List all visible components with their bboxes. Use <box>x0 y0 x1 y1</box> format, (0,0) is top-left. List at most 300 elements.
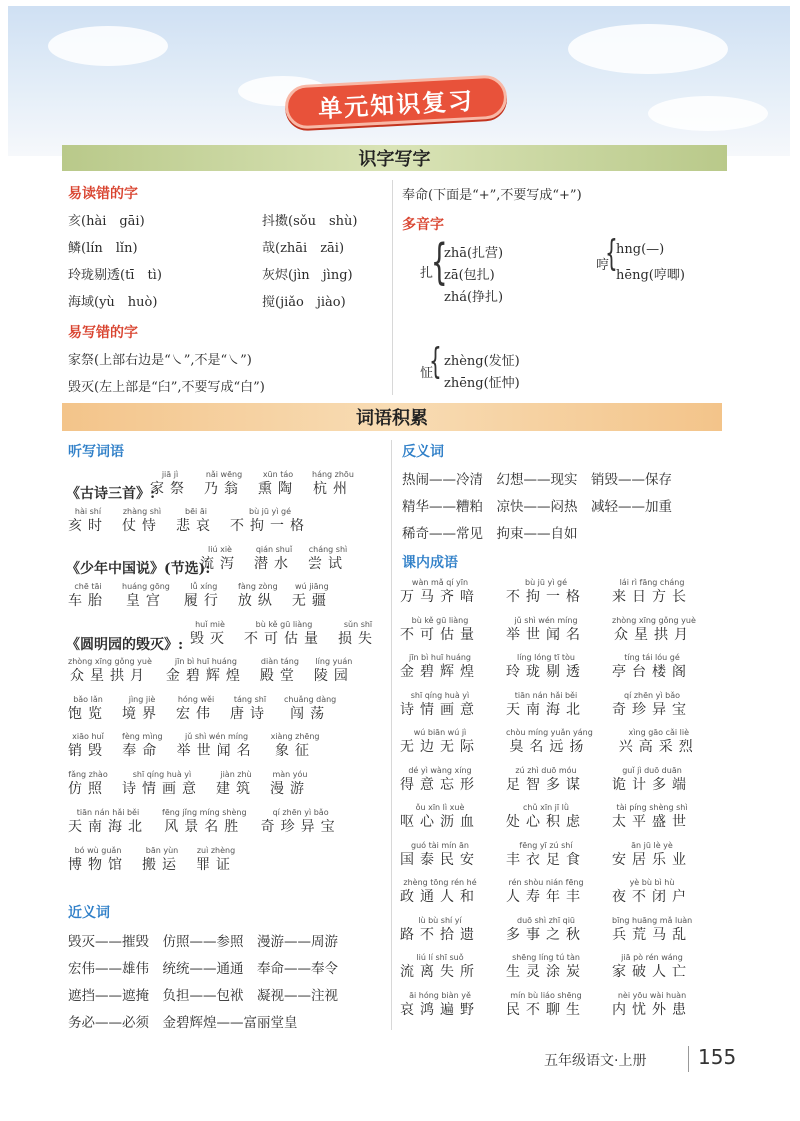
word-item <box>612 766 692 794</box>
hanzi: 罪证 <box>196 857 236 873</box>
easy-read-item: 亥(hài gāi) <box>68 214 145 229</box>
polyphone-reading: hng(—) <box>616 242 665 257</box>
hanzi: 天南海北 <box>506 701 586 718</box>
word-item <box>314 657 354 685</box>
word-item <box>506 766 586 794</box>
word-row <box>68 507 310 535</box>
pinyin: nǎi wēng <box>205 470 243 479</box>
word-item <box>612 578 692 606</box>
polyphone-reading: hēng(哼唧) <box>616 268 685 283</box>
word-item <box>142 846 182 874</box>
word-item <box>261 808 341 836</box>
word-item <box>166 657 246 685</box>
hanzi: 举世闻名 <box>176 743 257 759</box>
word-item <box>292 582 332 610</box>
pinyin: bēi āi <box>185 507 207 516</box>
word-item <box>506 878 586 906</box>
word-item <box>506 916 586 944</box>
hanzi: 皇宫 <box>125 593 166 609</box>
pinyin: chǔ xīn jī lǜ <box>523 803 569 812</box>
hanzi: 亭台楼阁 <box>612 664 692 680</box>
word-row <box>400 803 692 831</box>
pinyin: sǔn shī <box>343 620 373 629</box>
word-item <box>612 878 692 906</box>
word-item <box>238 582 278 610</box>
pinyin: yè bù bì hù <box>629 878 675 887</box>
hanzi: 殿堂 <box>259 668 300 684</box>
pinyin: zhòng xīng gǒng yuè <box>612 615 696 625</box>
pinyin: bó wù guǎn <box>74 846 122 855</box>
word-item <box>338 620 378 648</box>
hanzi: 流离失所 <box>400 964 480 980</box>
pinyin: jǔ shì wén míng <box>514 615 578 625</box>
word-item <box>506 616 586 644</box>
right-note: 奉命(下面是“+”,不要写成“+”) <box>402 188 582 203</box>
word-item <box>400 841 480 869</box>
hanzi: 多事之秋 <box>506 926 586 943</box>
word-item <box>612 653 692 681</box>
hanzi: 万马齐喑 <box>400 589 480 605</box>
hanzi: 丰衣足食 <box>506 851 586 868</box>
brace: { <box>429 341 442 382</box>
pinyin: wú jiāng <box>295 582 329 591</box>
hanzi: 乃翁 <box>204 481 244 497</box>
pinyin: xiāo huǐ <box>72 732 104 741</box>
section-title-literacy: 识字写字 <box>62 145 727 171</box>
word-row <box>400 878 692 906</box>
hanzi: 政通人和 <box>400 889 480 905</box>
hanzi: 家破人亡 <box>612 964 692 980</box>
pinyin: fēng jǐng míng shèng <box>162 808 247 817</box>
word-item <box>162 808 247 836</box>
hanzi: 销毁 <box>68 743 108 759</box>
word-row <box>400 691 692 719</box>
pinyin: liú xiè <box>208 545 232 554</box>
polyphone-char: 怔 <box>420 366 434 381</box>
hanzi: 举世闻名 <box>506 626 586 643</box>
pinyin: bù jū yì gé <box>248 507 292 516</box>
pinyin: zú zhì duō móu <box>515 765 577 775</box>
hanzi: 不拘一格 <box>506 589 586 605</box>
pinyin: qí zhēn yì bǎo <box>272 808 329 817</box>
word-item <box>260 657 300 685</box>
word-item <box>68 507 108 535</box>
pinyin: bǎo lǎn <box>73 695 103 704</box>
word-item <box>612 841 692 869</box>
hanzi: 悲哀 <box>176 518 216 534</box>
word-row <box>400 841 692 869</box>
hanzi: 人寿年丰 <box>506 889 586 905</box>
easy-read-item: 海域(yù huò) <box>68 295 158 310</box>
hanzi: 诗情画意 <box>400 701 480 718</box>
hanzi: 兵荒马乱 <box>612 926 693 943</box>
word-row <box>68 582 332 610</box>
hanzi: 境界 <box>122 706 162 722</box>
hanzi: 放纵 <box>237 593 278 609</box>
hanzi: 不可估量 <box>244 631 324 647</box>
hanzi: 处心积虑 <box>506 814 586 830</box>
hanzi: 安居乐业 <box>612 851 692 868</box>
hanzi: 搬运 <box>142 857 182 873</box>
pinyin: táng shī <box>233 695 267 704</box>
word-item <box>400 578 480 606</box>
hanzi: 夜不闭户 <box>612 889 692 905</box>
word-item <box>177 732 257 760</box>
hanzi: 国泰民安 <box>400 851 480 868</box>
pinyin: ǒu xīn lì xuè <box>415 803 465 812</box>
easy-read-item: 鳞(lín lǐn) <box>68 241 138 256</box>
polyphone-reading: zā(包扎) <box>444 268 495 283</box>
polyphone-reading: zhá(挣扎) <box>444 290 504 305</box>
hanzi: 尝试 <box>308 556 348 572</box>
hanzi: 奇珍异宝 <box>260 819 341 835</box>
pinyin: mín bù liáo shēng <box>510 990 582 1000</box>
word-item <box>68 582 108 610</box>
hanzi: 风景名胜 <box>164 819 245 835</box>
lesson-label: 《圆明园的毁灭》: <box>66 637 184 653</box>
word-item <box>122 732 163 760</box>
word-item <box>284 695 336 723</box>
hanzi: 漫游 <box>270 781 310 797</box>
easy-read-item: 玲珑剔透(tī tì) <box>68 268 162 283</box>
column-divider <box>391 440 392 1030</box>
hanzi: 饱览 <box>68 706 108 722</box>
hanzi: 熏陶 <box>258 481 298 497</box>
pinyin: dé yì wàng xíng <box>408 765 472 775</box>
pinyin: jiàn zhù <box>220 770 252 779</box>
hanzi: 众星拱月 <box>69 668 150 684</box>
word-item <box>400 766 480 794</box>
pinyin: duō shì zhī qiū <box>517 915 575 925</box>
pinyin: shī qíng huà yì <box>410 690 470 700</box>
word-row <box>400 728 699 756</box>
footer-divider <box>688 1046 689 1072</box>
pinyin: tiān nán hǎi běi <box>514 690 578 700</box>
word-row <box>150 470 354 498</box>
synonym-row: 务必——必须 金碧辉煌——富丽堂皇 <box>68 1015 298 1031</box>
pinyin: jiā jì <box>161 470 179 479</box>
pinyin: bù kě gū liàng <box>255 620 313 629</box>
word-row <box>68 808 341 836</box>
pinyin: qí zhēn yì bǎo <box>623 690 681 700</box>
word-item <box>196 846 236 874</box>
section-title-vocabulary: 词语积累 <box>62 403 722 431</box>
pinyin: shī qíng huà yì <box>132 770 192 779</box>
hanzi: 诗情画意 <box>122 781 202 797</box>
word-row <box>400 578 692 606</box>
word-row <box>400 991 692 1019</box>
word-item <box>122 582 170 610</box>
hanzi: 家祭 <box>150 481 190 497</box>
hanzi: 流泻 <box>200 556 240 572</box>
easy-read-item: 哉(zhāi zāi) <box>262 241 345 256</box>
pinyin: qián shuǐ <box>255 545 293 554</box>
antonym-row: 稀奇——常见 拘束——自如 <box>402 526 578 542</box>
word-item <box>400 953 480 981</box>
easy-write-item: 毁灭(左上部是“臼”,不要写成“白”) <box>68 380 265 395</box>
pinyin: cháng shì <box>308 545 348 554</box>
polyphone-char: 哼 <box>596 258 610 273</box>
brace: { <box>605 233 618 274</box>
hanzi: 众星拱月 <box>613 626 694 643</box>
hanzi: 来日方长 <box>612 589 692 605</box>
pinyin: màn yóu <box>272 770 308 779</box>
pinyin: huáng gōng <box>122 582 170 591</box>
word-item <box>400 653 480 681</box>
pinyin: jīn bì huī huáng <box>174 657 237 666</box>
word-row <box>68 770 310 798</box>
easy-read-title: 易读错的字 <box>68 186 138 202</box>
word-item <box>400 991 480 1019</box>
pinyin: rén shòu nián fēng <box>508 878 584 887</box>
word-item <box>612 691 692 719</box>
word-item <box>312 470 354 498</box>
hanzi: 无疆 <box>291 593 332 609</box>
word-item <box>200 545 240 573</box>
hanzi: 陵园 <box>313 668 354 684</box>
word-row <box>400 953 692 981</box>
word-item <box>612 803 692 831</box>
pinyin: xūn táo <box>262 470 294 479</box>
polyphone-char: 扎 <box>420 266 434 281</box>
word-item <box>230 507 310 535</box>
word-item <box>612 991 692 1019</box>
word-row <box>68 695 336 723</box>
synonym-row: 宏伟——雄伟 统统——通通 奉命——奉令 <box>68 961 338 977</box>
easy-write-title: 易写错的字 <box>68 325 138 341</box>
pinyin: fèng mìng <box>122 732 163 741</box>
hanzi: 金碧辉煌 <box>400 664 480 680</box>
word-item <box>612 916 692 944</box>
word-item <box>122 507 162 535</box>
word-item <box>506 691 586 719</box>
word-item <box>612 953 692 981</box>
pinyin: bān yùn <box>145 846 179 855</box>
word-item <box>122 695 162 723</box>
synonym-row: 遮挡——遮掩 负担——包袱 凝视——注视 <box>68 988 338 1004</box>
pinyin: lù bù shí yí <box>418 915 462 925</box>
pinyin: lǚ xíng <box>190 582 218 591</box>
synonym-title: 近义词 <box>68 905 110 921</box>
word-item <box>400 691 480 719</box>
hanzi: 奇珍异宝 <box>612 701 692 718</box>
word-item <box>400 728 480 756</box>
dictation-title: 听写词语 <box>68 444 124 460</box>
word-row <box>400 653 692 681</box>
brace: { <box>430 234 448 290</box>
word-item <box>612 616 696 644</box>
hanzi: 象征 <box>275 743 316 759</box>
page-number: 155 <box>698 1045 737 1069</box>
word-item <box>244 620 324 648</box>
word-item <box>204 470 244 498</box>
pinyin: líng yuán <box>315 657 353 666</box>
word-row <box>190 620 378 648</box>
polyphone-reading: zhēng(怔忡) <box>444 376 520 391</box>
pinyin: fǎng zhào <box>68 770 108 779</box>
hanzi: 博物馆 <box>68 857 128 873</box>
hanzi: 毁灭 <box>190 631 230 647</box>
hanzi: 仗恃 <box>122 518 162 534</box>
pinyin: wàn mǎ qí yīn <box>411 578 469 587</box>
lesson-label: 《古诗三首》: <box>66 486 156 502</box>
word-item <box>254 545 294 573</box>
hanzi: 损失 <box>338 631 378 647</box>
polyphone-reading: zhā(扎营) <box>444 246 504 261</box>
hanzi: 无边无际 <box>400 739 480 755</box>
hanzi: 宏伟 <box>176 706 216 722</box>
hanzi: 太平盛世 <box>612 814 692 830</box>
word-item <box>176 507 216 535</box>
pinyin: huǐ miè <box>195 620 225 629</box>
word-item <box>68 808 148 836</box>
word-row <box>400 616 696 644</box>
easy-write-item: 家祭(上部右边是“㇏”,不是“㇏”) <box>68 353 252 368</box>
word-item <box>258 470 298 498</box>
hanzi: 得意忘形 <box>400 776 480 793</box>
pinyin: xiàng zhēng <box>270 732 320 741</box>
hanzi: 仿照 <box>68 781 108 797</box>
easy-read-item: 搅(jiǎo jiào) <box>262 295 346 310</box>
word-item <box>271 732 320 760</box>
pinyin: diàn táng <box>260 657 299 666</box>
pinyin: lái rì fāng cháng <box>619 578 685 587</box>
lesson-label: 《少年中国说》(节选): <box>66 561 211 577</box>
footer-book: 五年级语文·上册 <box>544 1053 647 1069</box>
word-item <box>122 770 202 798</box>
pinyin: xìng gāo cǎi liè <box>628 728 690 737</box>
pinyin: háng zhōu <box>312 470 354 479</box>
banner-title: 单元知识复习 <box>284 74 508 130</box>
word-item <box>68 695 108 723</box>
word-item <box>506 728 593 756</box>
pinyin: chòu míng yuǎn yáng <box>506 728 593 737</box>
column-divider <box>392 180 393 395</box>
pinyin: tíng tái lóu gé <box>624 653 680 662</box>
hanzi: 诡计多端 <box>612 776 692 793</box>
hanzi: 奉命 <box>122 743 163 759</box>
pinyin: zhòng xīng gǒng yuè <box>68 657 152 666</box>
pinyin: jiā pò rén wáng <box>621 953 683 962</box>
pinyin: āi hóng biàn yě <box>409 990 471 1000</box>
word-item <box>216 770 256 798</box>
antonym-title: 反义词 <box>402 444 444 460</box>
word-item <box>150 470 190 498</box>
pinyin: hóng wěi <box>177 695 215 704</box>
hanzi: 杭州 <box>312 481 353 497</box>
hanzi: 生灵涂炭 <box>506 964 586 980</box>
pinyin: fàng zòng <box>238 582 278 591</box>
pinyin: jìng jiè <box>128 695 156 704</box>
word-item <box>506 803 586 831</box>
hanzi: 足智多谋 <box>506 776 586 793</box>
hanzi: 金碧辉煌 <box>165 668 246 684</box>
word-item <box>270 770 310 798</box>
word-item <box>68 657 152 685</box>
word-row <box>68 657 354 685</box>
polyphone-title: 多音字 <box>402 217 444 233</box>
hanzi: 臭名远扬 <box>509 739 590 755</box>
hanzi: 闯荡 <box>290 706 331 722</box>
hanzi: 唐诗 <box>230 706 270 722</box>
hanzi: 内忧外患 <box>612 1001 692 1018</box>
hanzi: 路不拾遗 <box>400 926 480 943</box>
word-item <box>400 878 480 906</box>
pinyin: chuǎng dàng <box>284 695 337 704</box>
hanzi: 民不聊生 <box>506 1001 586 1018</box>
word-item <box>230 695 270 723</box>
hanzi: 车胎 <box>68 593 108 609</box>
pinyin: liú lí shī suǒ <box>416 953 464 962</box>
word-row <box>400 916 692 944</box>
hanzi: 潜水 <box>254 556 294 572</box>
easy-read-item: 抖擞(sǒu shù) <box>262 214 358 229</box>
word-item <box>176 695 216 723</box>
hanzi: 履行 <box>183 593 224 609</box>
antonym-row: 热闹——冷清 幻想——现实 销毁——保存 <box>402 472 672 488</box>
hanzi: 哀鸿遍野 <box>400 1001 480 1018</box>
hanzi: 兴高采烈 <box>618 739 699 755</box>
word-row <box>200 545 348 573</box>
pinyin: zhàng shì <box>122 507 162 516</box>
pinyin: fēng yī zú shí <box>519 840 573 850</box>
word-item <box>190 620 230 648</box>
pinyin: líng lóng tī tòu <box>517 653 575 662</box>
hanzi: 玲珑剔透 <box>506 664 586 680</box>
pinyin: guó tài mín ān <box>411 840 469 850</box>
pinyin: nèi yōu wài huàn <box>617 990 687 1000</box>
hanzi: 天南海北 <box>68 819 148 835</box>
word-item <box>400 803 480 831</box>
word-item <box>184 582 224 610</box>
pinyin: wú biān wú jì <box>413 728 467 737</box>
word-item <box>68 770 108 798</box>
pinyin: shēng líng tú tàn <box>512 953 580 962</box>
pinyin: bù kě gū liàng <box>411 615 469 625</box>
word-row <box>400 766 692 794</box>
pinyin: jǔ shì wén míng <box>185 732 249 741</box>
hanzi: 呕心沥血 <box>400 814 480 830</box>
hanzi: 建筑 <box>216 781 256 797</box>
pinyin: tài píng shèng shì <box>616 803 688 812</box>
pinyin: chē tāi <box>74 582 102 591</box>
word-row <box>68 846 236 874</box>
hanzi: 亥时 <box>68 518 108 534</box>
word-item <box>506 841 586 869</box>
pinyin: bù jū yì gé <box>524 578 568 587</box>
synonym-row: 毁灭——摧毁 仿照——参照 漫游——周游 <box>68 934 338 950</box>
easy-read-item: 灰烬(jìn jìng) <box>262 268 353 283</box>
pinyin: jīn bì huī huáng <box>409 653 471 662</box>
word-item <box>506 991 586 1019</box>
pinyin: guǐ jì duō duān <box>622 765 682 775</box>
hanzi: 不拘一格 <box>230 518 310 534</box>
word-item <box>506 953 586 981</box>
word-item <box>619 728 699 756</box>
pinyin: ān jū lè yè <box>631 840 673 850</box>
word-row <box>68 732 319 760</box>
pinyin: zuì zhèng <box>196 846 236 855</box>
word-item <box>506 578 586 606</box>
word-item <box>506 653 586 681</box>
pinyin: hài shí <box>74 507 102 516</box>
pinyin: bīng huāng mǎ luàn <box>612 915 693 925</box>
word-item <box>400 916 480 944</box>
word-item <box>68 732 108 760</box>
idiom-title: 课内成语 <box>402 555 458 571</box>
pinyin: zhèng tōng rén hé <box>403 878 477 887</box>
hanzi: 不可估量 <box>400 626 480 643</box>
